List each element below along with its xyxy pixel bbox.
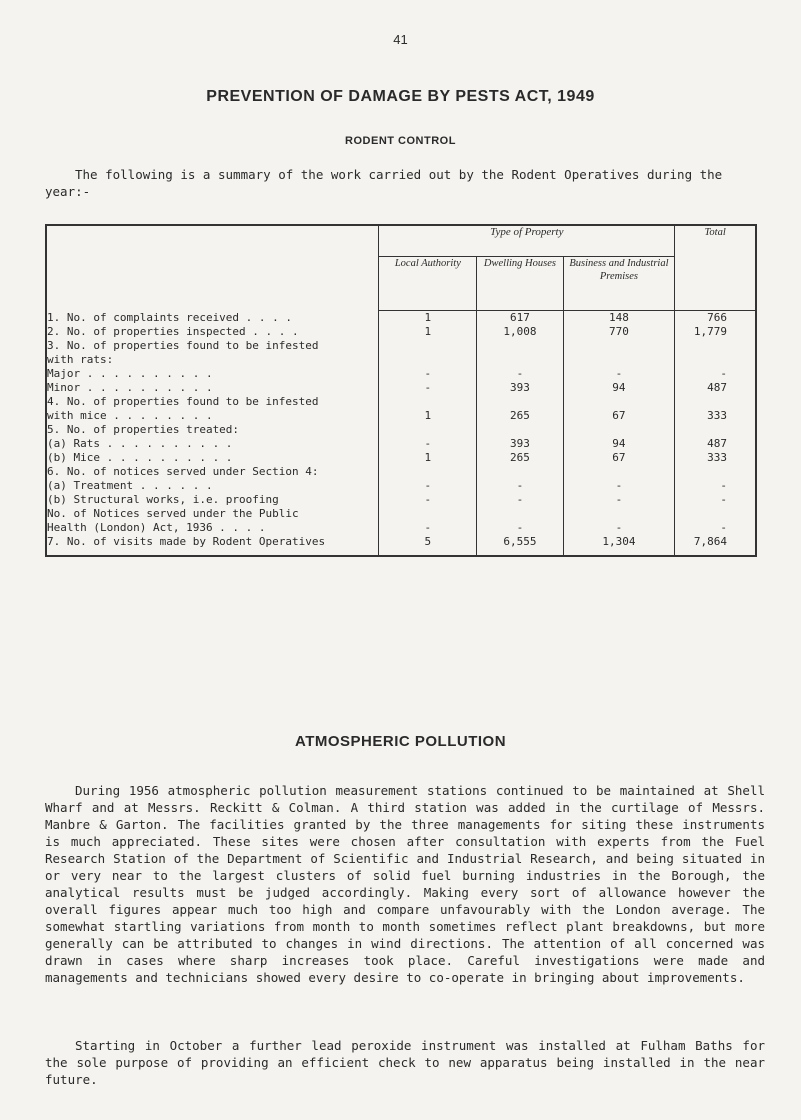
table-row <box>46 339 756 395</box>
cell-total: 487 333 <box>675 423 756 465</box>
type-of-property-header: Type of Property <box>379 225 675 257</box>
dwelling-houses-header: Dwelling Houses <box>477 257 563 311</box>
cell-business: 94 67 <box>563 423 675 465</box>
cell-dwelling: - - <box>477 465 563 507</box>
body-paragraph: Starting in October a further lead peroxide instrument was installed at Fulham Baths for the sole purpose of providing an efficient check to new apparatus being installed in the near future. <box>45 1038 765 1087</box>
row-label: 7. No. of visits made by Rodent Operatives <box>46 535 379 556</box>
table-row <box>46 311 756 326</box>
table-row <box>46 325 756 339</box>
row-label-header <box>46 225 379 311</box>
cell-total: 7,864 <box>675 535 756 556</box>
business-premises-header: Business and Industrial Premises <box>563 257 675 311</box>
row-label: 2. No. of properties inspected . . . . <box>46 325 379 339</box>
table-row <box>46 423 756 465</box>
cell-business: 148 <box>563 311 675 326</box>
page-number: 41 <box>393 32 408 47</box>
cell-business: 770 <box>563 325 675 339</box>
intro-paragraph: The following is a summary of the work carried out by the Rodent Operatives during the year:- <box>45 167 723 199</box>
cell-total: - 487 <box>675 339 756 395</box>
cell-business: - 94 <box>563 339 675 395</box>
total-header: Total <box>675 225 756 311</box>
cell-local: 1 <box>379 325 477 339</box>
local-authority-header: Local Authority <box>379 257 477 311</box>
table-row <box>46 535 756 556</box>
cell-local: - - <box>379 465 477 507</box>
page-title: PREVENTION OF DAMAGE BY PESTS ACT, 1949 <box>206 88 595 105</box>
cell-business: 67 <box>563 395 675 423</box>
table-row <box>46 507 756 535</box>
cell-local: 1 <box>379 311 477 326</box>
cell-dwelling: - <box>477 507 563 535</box>
cell-dwelling: 6,555 <box>477 535 563 556</box>
cell-local: 1 <box>379 395 477 423</box>
section-heading-atmospheric-pollution: ATMOSPHERIC POLLUTION <box>294 733 507 750</box>
cell-dwelling: - 393 <box>477 339 563 395</box>
cell-business: - - <box>563 465 675 507</box>
body-paragraph: During 1956 atmospheric pollution measurement stations continued to be maintained at Shell Wharf and at Messrs. Reckitt & Colman. A third station was added in the curtilage of Messrs. Manbre & Garton. The facilities granted by the three managements for siting these instruments is much appreciated. These sites were chosen after consultation with experts from the Fuel Research Station of the Department of Scientific and Industrial Research, and being situated in or very near to the largest clusters of solid fuel burning industries in the Borough, the analytical results must be judged accordingly. Making every sort of allowance however the overall figures appear much too high and compare unfavourably with the London average. The somewhat startling variations from month to month sometimes reflect plant breakdowns, but more generally can be attributed to changes in wind directions. The attention of all concerned was drawn in cases where sharp increases took place. Careful investigations were made and managements and technicians showed every desire to co-operate in bringing about improvements. <box>45 783 765 985</box>
table-row <box>46 395 756 423</box>
cell-local: - <box>379 507 477 535</box>
cell-local: 5 <box>379 535 477 556</box>
row-label: No. of Notices served under the Public Health (London) Act, 1936 . . . . <box>46 507 379 535</box>
row-label: 3. No. of properties found to be infested with rats: Major . . . . . . . . . . Minor . . . . . . . . . . <box>46 339 379 395</box>
rodent-control-table <box>45 224 757 557</box>
row-label: 6. No. of notices served under Section 4: (a) Treatment . . . . . . (b) Structural works, i.e. proofing <box>46 465 379 507</box>
cell-dwelling: 265 <box>477 395 563 423</box>
section-subtitle: RODENT CONTROL <box>345 135 456 147</box>
cell-total: 766 <box>675 311 756 326</box>
cell-local: - - <box>379 339 477 395</box>
table-row <box>46 465 756 507</box>
cell-total: - - <box>675 465 756 507</box>
row-label: 1. No. of complaints received . . . . <box>46 311 379 326</box>
cell-dwelling: 617 <box>477 311 563 326</box>
cell-business: - <box>563 507 675 535</box>
cell-total: - <box>675 507 756 535</box>
cell-total: 333 <box>675 395 756 423</box>
row-label: 5. No. of properties treated: (a) Rats . . . . . . . . . . (b) Mice . . . . . . . . . . <box>46 423 379 465</box>
cell-business: 1,304 <box>563 535 675 556</box>
cell-local: - 1 <box>379 423 477 465</box>
cell-total: 1,779 <box>675 325 756 339</box>
cell-dwelling: 393 265 <box>477 423 563 465</box>
row-label: 4. No. of properties found to be infested with mice . . . . . . . . <box>46 395 379 423</box>
cell-dwelling: 1,008 <box>477 325 563 339</box>
